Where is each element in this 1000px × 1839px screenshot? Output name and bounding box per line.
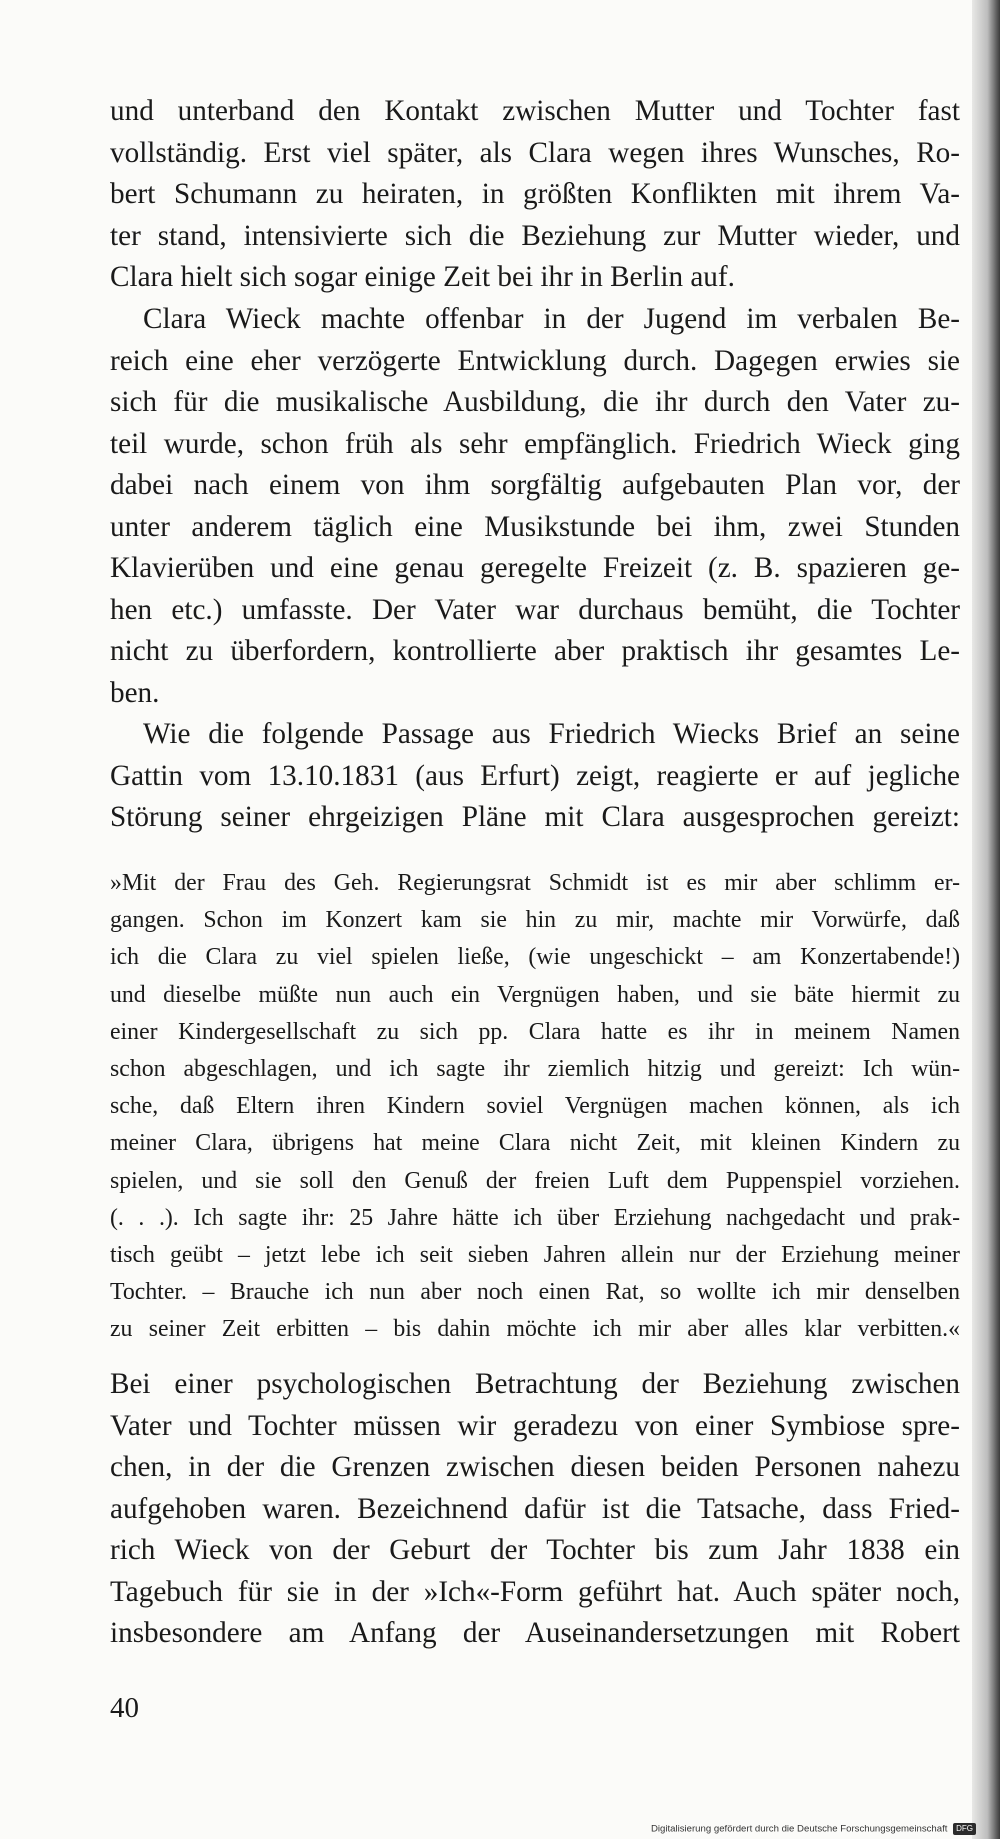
digitization-footer [651,1823,976,1836]
quote-line: gangen. Schon im Konzert kam sie hin zu mir, machte mir Vorwürfe, daß [110,907,960,934]
page-number: 40 [110,1692,139,1724]
text-line: Gattin vom 13.10.1831 (aus Erfurt) zeigt, reagierte er auf jegliche [110,759,960,792]
text-line: vollständig. Erst viel später, als Clara wegen ihres Wunsches, Ro- [110,136,960,169]
page-edge-shadow [972,0,1000,1839]
text-line: Clara hielt sich sogar einige Zeit bei ihr in Berlin auf. [110,261,735,293]
paragraph-3 [110,714,960,839]
quote-line: zu seiner Zeit erbitten – bis dahin möchte ich mir aber alles klar verbitten.« [110,1316,960,1343]
quote-line: schon abgeschlagen, und ich sagte ihr ziemlich hitzig und gereizt: Ich wün- [110,1055,960,1082]
quote-line: (. . .). Ich sagte ihr: 25 Jahre hätte ich über Erziehung nachgedacht und prak- [110,1204,960,1231]
text-line: reich eine eher verzögerte Entwicklung durch. Dagegen erwies sie [110,344,960,377]
block-quote [110,865,960,1348]
quote-line: Tochter. – Brauche ich nun aber noch einen Rat, so wollte ich mir denselben [110,1279,960,1306]
text-line: insbesondere am Anfang der Auseinandersetzungen mit Robert [110,1617,960,1649]
text-line: Clara Wieck machte offenbar in der Jugend im verbalen Be- [143,303,960,335]
text-line: chen, in der die Grenzen zwischen diesen beiden Personen nahezu [110,1451,960,1483]
paragraph-4 [110,1364,960,1655]
quote-line: meiner Clara, übrigens hat meine Clara nicht Zeit, mit kleinen Kindern zu [110,1130,960,1157]
text-line: und unterband den Kontakt zwischen Mutter und Tochter fast [110,95,960,127]
text-line: nicht zu überfordern, kontrollierte aber praktisch ihr gesamtes Le- [110,635,960,667]
quote-line: »Mit der Frau des Geh. Regierungsrat Schmidt ist es mir aber schlimm er- [110,870,960,896]
text-line: dabei nach einem von ihm sorgfältig aufgebauten Plan vor, der [110,469,960,501]
text-line: ben. [110,676,160,709]
text-line: teil wurde, schon früh als sehr empfänglich. Friedrich Wieck ging [110,427,960,460]
quote-line: tisch geübt – jetzt lebe ich seit sieben Jahren allein nur der Erziehung meiner [110,1241,960,1268]
footer-text: Digitalisierung gefördert durch die Deutsche Forschungsgemeinschaft [650,1823,948,1835]
quote-line: einer Kindergesellschaft zu sich pp. Clara hatte es ihr in meinem Namen [110,1018,960,1045]
text-line: Tagebuch für sie in der »Ich«-Form geführt hat. Auch später noch, [110,1575,960,1608]
quote-line: spielen, und sie soll den Genuß der freien Luft dem Puppenspiel vorziehen. [110,1167,960,1194]
text-line: Wie die folgende Passage aus Friedrich Wiecks Brief an seine [143,718,960,750]
paragraph-2 [110,299,960,714]
text-line: hen etc.) umfasste. Der Vater war durchaus bemüht, die Tochter [110,593,960,626]
quote-line: ich die Clara zu viel spielen ließe, (wie ungeschickt – am Konzertabende!) [110,944,960,971]
text-line: unter anderem täglich eine Musikstunde bei ihm, zwei Stunden [110,510,960,543]
text-line: Vater und Tochter müssen wir geradezu von einer Symbiose spre- [110,1409,960,1442]
text-line: bert Schumann zu heiraten, in größten Konflikten mit ihrem Va- [110,178,960,210]
text-line: sich für die musikalische Ausbildung, die ihr durch den Vater zu- [110,386,960,418]
text-line: aufgehoben waren. Bezeichnend dafür ist die Tatsache, dass Fried- [110,1492,960,1525]
quote-line: sche, daß Eltern ihren Kindern soviel Vergnügen machen können, als ich [110,1093,960,1120]
dfg-logo-icon: DFG [953,1823,976,1835]
text-line: Bei einer psychologischen Betrachtung der Beziehung zwischen [110,1368,960,1400]
text-line: Störung seiner ehrgeizigen Pläne mit Clara ausgesprochen gereizt: [110,801,960,833]
text-line: ter stand, intensivierte sich die Beziehung zur Mutter wieder, und [110,219,960,252]
text-line: rich Wieck von der Geburt der Tochter bis zum Jahr 1838 ein [110,1534,960,1566]
paragraph-1 [110,91,960,299]
text-line: Klavierüben und eine genau geregelte Freizeit (z. B. spazieren ge- [110,552,960,584]
quote-line: und dieselbe müßte nun auch ein Vergnügen haben, und sie bäte hiermit zu [110,981,960,1008]
